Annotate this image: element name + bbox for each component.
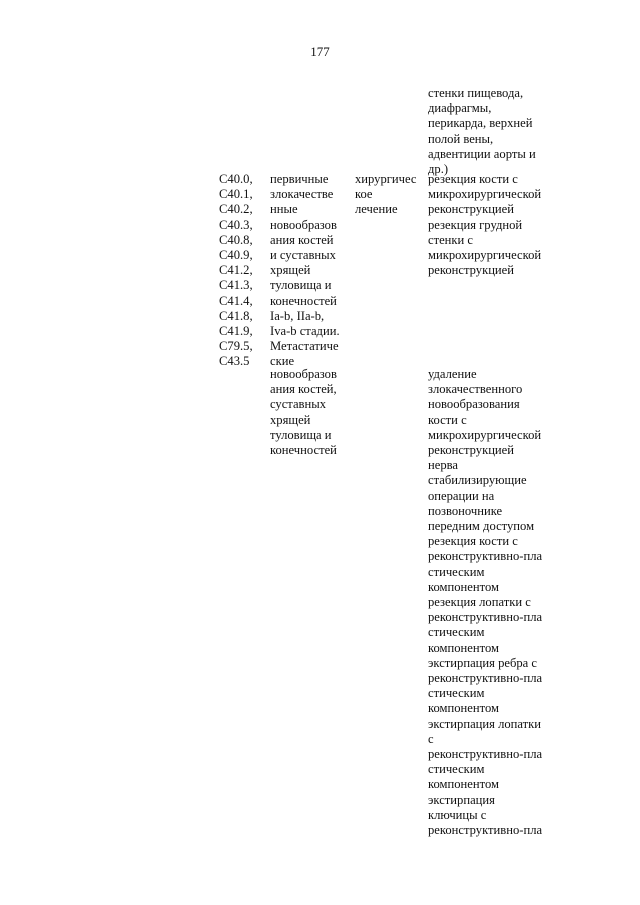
treatment-type: хирургичес кое лечение xyxy=(355,172,417,217)
icd-code-list: C40.0, C40.1, C40.2, C40.3, C40.8, C40.9, C41.2, C41.3, C41.4, C41.8, C41.9, C79.5, C43.5 xyxy=(219,172,253,369)
diagnosis-text: первичные злокачестве нные новообразов ания костей и суставных хрящей туловища и конечностей Ia-b, IIa-b, Iva-b стадии. Метастатиче ские xyxy=(270,172,340,369)
page-number: 177 xyxy=(310,44,330,59)
procedure-continuation-text: стенки пищевода, диафрагмы, перикарда, верхней полой вены, адвентиции аорты и др.) xyxy=(428,86,536,177)
procedure-list-upper: резекция кости с микрохирургической реконструкцией резекция грудной стенки с микрохирургической реконструкцией xyxy=(428,172,542,278)
procedure-list-lower: удаление злокачественного новообразования кости с микрохирургической реконструкцией нерва стабилизирующие операции на позвоночнике передним доступом резекция кости с реконструктивно-пла стическим компонентом резекция лопатки с реконструктивно-пла стическим компонентом экстирпация ребра с реконструктивно-пла стическим компонентом экстирпация лопатки с реконструктивно-пла стическим компонентом экстирпация ключицы с реконструктивно-пла xyxy=(428,367,543,838)
diagnosis-text-continued: новообразов ания костей, суставных хрящей туловища и конечностей xyxy=(270,367,337,458)
